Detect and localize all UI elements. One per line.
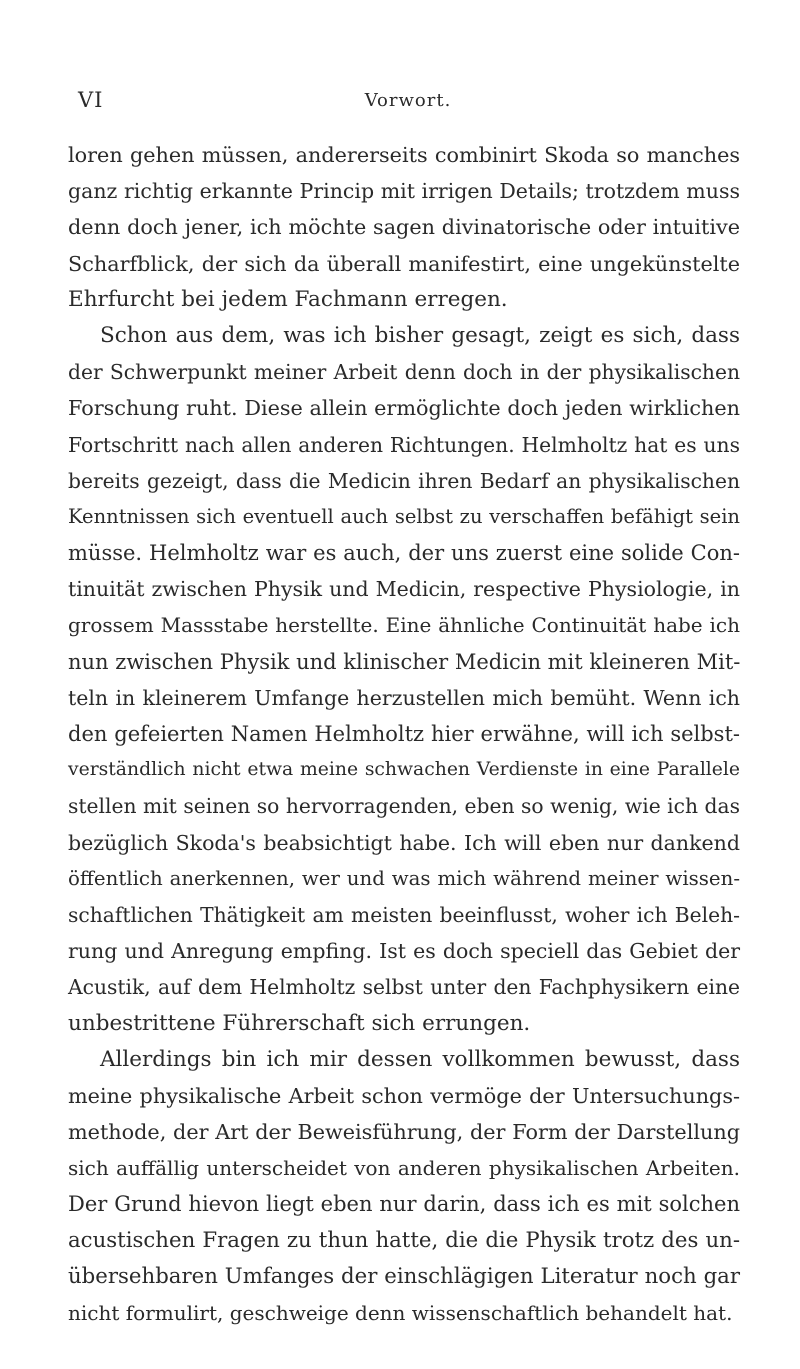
text-line: grossem Massstabe herstellte. Eine ähnliche Continuität habe ich (68, 613, 740, 638)
text-line: acustischen Fragen zu thun hatte, die die Physik trotz des un- (68, 1227, 740, 1253)
text-line: methode, der Art der Beweisführung, der Form der Darstellung (68, 1120, 740, 1145)
text-line: teln in kleinerem Umfange herzustellen mich bemüht. Wenn ich (68, 685, 740, 710)
text-line: unbestrittene Führerschaft sich errungen. (68, 1010, 531, 1036)
text-line: Forschung ruht. Diese allein ermöglichte doch jeden wirklichen (68, 396, 740, 421)
text-line: Ehrfurcht bei jedem Fachmann erregen. (68, 286, 508, 312)
text-line: Schon aus dem, was ich bisher gesagt, zeigt es sich, dass (100, 322, 740, 348)
text-line: Acustik, auf dem Helmholtz selbst unter den Fachphysikern eine (68, 975, 740, 1000)
text-line: schaftlichen Thätigkeit am meisten beeinflusst, woher ich Beleh- (68, 902, 740, 927)
running-title: Vorwort. (364, 90, 452, 111)
text-line: loren gehen müssen, andererseits combinirt Skoda so manches (68, 143, 740, 167)
text-line: den gefeierten Namen Helmholtz hier erwähne, will ich selbst- (68, 722, 740, 746)
text-line: nun zwischen Physik und klinischer Medicin mit kleineren Mit- (68, 649, 741, 674)
text-line: nicht formulirt, geschweige denn wissenschaftlich behandelt hat. (68, 1301, 733, 1325)
page-number: VI (78, 88, 104, 112)
text-line: verständlich nicht etwa meine schwachen Verdienste in eine Parallele (68, 759, 740, 781)
text-line: Der Grund hievon liegt eben nur darin, dass ich es mit solchen (68, 1192, 740, 1217)
body-text (68, 137, 740, 1331)
text-line: meine physikalische Arbeit schon vermöge der Untersuchungs- (68, 1083, 740, 1108)
text-line: ganz richtig erkannte Princip mit irrigen Details; trotzdem muss (68, 179, 740, 204)
text-line: Allerdings bin ich mir dessen vollkommen bewusst, dass (100, 1046, 740, 1072)
text-line: bezüglich Skoda's beabsichtigt habe. Ich will eben nur dankend (68, 830, 740, 855)
text-line: müsse. Helmholtz war es auch, der uns zuerst eine solide Con- (68, 541, 740, 566)
text-line: öffentlich anerkennen, wer und was mich während meiner wissen- (68, 866, 740, 890)
text-line: übersehbaren Umfanges der einschlägigen Literatur noch gar (68, 1263, 740, 1289)
text-line: der Schwerpunkt meiner Arbeit denn doch in der physikalischen (68, 360, 740, 385)
text-line: tinuität zwischen Physik und Medicin, respective Physiologie, in (68, 577, 740, 602)
text-line: rung und Anregung empfing. Ist es doch speciell das Gebiet der (68, 939, 740, 964)
page-header (78, 88, 738, 116)
text-line: Fortschritt nach allen anderen Richtungen. Helmholtz hat es uns (68, 432, 740, 457)
text-line: denn doch jener, ich möchte sagen divinatorische oder intuitive (68, 215, 740, 240)
text-line: stellen mit seinen so hervorragenden, eben so wenig, wie ich das (68, 794, 740, 819)
text-line: bereits gezeigt, dass die Medicin ihren Bedarf an physikalischen (68, 468, 740, 493)
text-line: Scharfblick, der sich da überall manifestirt, eine ungekünstelte (68, 251, 740, 276)
text-line: sich auffällig unterscheidet von anderen physikalischen Arbeiten. (68, 1156, 740, 1181)
text-line: Kenntnissen sich eventuell auch selbst zu verschaffen befähigt sein (68, 504, 740, 528)
